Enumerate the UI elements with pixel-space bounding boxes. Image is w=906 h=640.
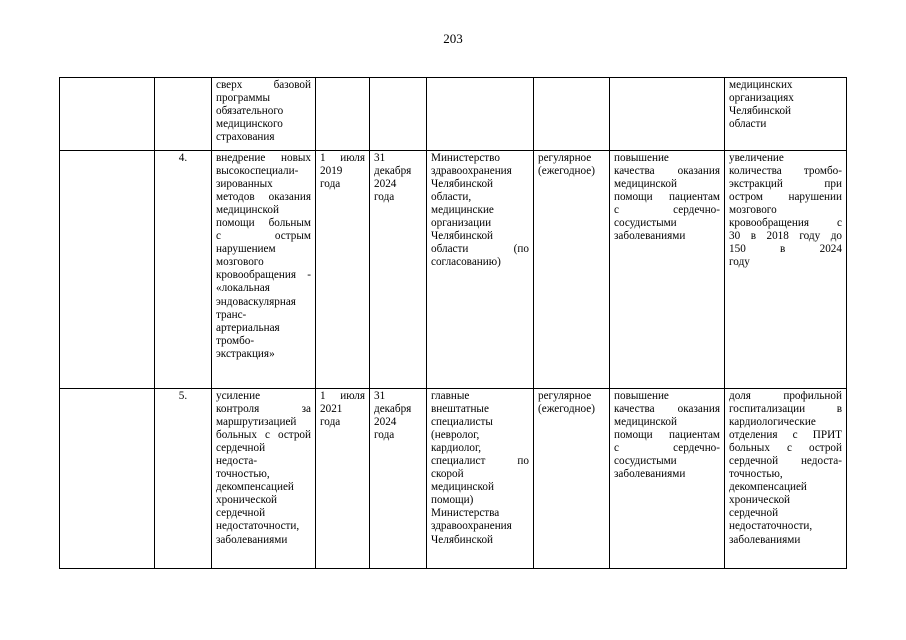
- cell-text-line: года: [320, 178, 341, 191]
- cell-text-line: транс-: [216, 308, 247, 321]
- indicator-cell: [725, 389, 847, 569]
- cell-text-line: медицинского: [216, 118, 283, 131]
- cell-text-line: медицинской: [614, 178, 677, 191]
- cell-text-line: внештатные: [431, 403, 489, 416]
- cell-text-line: обязательного: [216, 105, 284, 118]
- cell-text-line: Челябинской: [431, 533, 494, 546]
- cell-text-line: больных с острой: [216, 429, 311, 442]
- executor-cell: [427, 151, 534, 389]
- cell-text-line: года: [320, 416, 341, 429]
- cell-text-line: кардиологические: [729, 416, 816, 429]
- measures-table: [59, 77, 847, 569]
- cell-text-line: области: [729, 118, 767, 131]
- cell-text-line: помощи больным: [216, 217, 311, 230]
- cell-text-line: недостаточности,: [729, 520, 813, 533]
- cell-text-line: кардиолог,: [431, 442, 482, 455]
- executor-cell: [427, 78, 534, 151]
- indicator-cell: [725, 151, 847, 389]
- cell-text-line: сосудистыми: [614, 455, 677, 468]
- cell-text-line: заболеваниями: [614, 468, 686, 481]
- cell-text-line: Министерство: [431, 152, 500, 164]
- cell-text-line: заболеваниями: [614, 230, 686, 243]
- cell-text-line: контроля за: [216, 403, 311, 416]
- cell-text-line: здравоохранения: [431, 165, 512, 178]
- cell-text-line: увеличение: [729, 152, 784, 164]
- cell-text-line: отделения с ПРИТ: [729, 429, 842, 442]
- cell-text-line: кровообращения с: [729, 217, 842, 230]
- cell-text-line: артериальная: [216, 321, 280, 334]
- cell-text-line: хронической: [729, 494, 791, 507]
- event-cell: [212, 78, 316, 151]
- cell-text-line: согласованию): [431, 256, 501, 269]
- cell-text-line: медицинской: [431, 481, 494, 494]
- cell-text-line: маршрутизацией: [216, 416, 297, 429]
- cell-text-line: высокоспециали-: [216, 165, 299, 178]
- goal-cell: [610, 389, 725, 569]
- cell-text-line: заболеваниями: [729, 533, 801, 546]
- cell-text-line: медицинские: [431, 204, 494, 217]
- frequency-cell: [534, 78, 610, 151]
- cell-text-line: мозгового: [216, 256, 264, 269]
- cell-text-line: с сердечно-: [614, 442, 720, 455]
- cell-text-line: 1 июля: [320, 152, 365, 164]
- row-number-cell: [155, 78, 212, 151]
- cell-text-line: сердечной: [729, 507, 779, 520]
- cell-text-line: страхования: [216, 131, 275, 144]
- cell-text-line: (ежегодное): [538, 165, 595, 178]
- cell-text-line: заболеваниями: [216, 533, 288, 546]
- goal-cell: [610, 78, 725, 151]
- cell-text-line: года: [374, 191, 395, 204]
- blank-cell: [60, 389, 155, 569]
- table-row: [60, 151, 847, 389]
- cell-text-line: организациях: [729, 92, 794, 105]
- cell-text-line: помощи пациентам: [614, 429, 720, 442]
- cell-text-line: «локальная: [216, 282, 270, 295]
- cell-text-line: сосудистыми: [614, 217, 677, 230]
- cell-text-line: кровообращения -: [216, 269, 311, 282]
- cell-text-line: регулярное: [538, 152, 592, 164]
- end-date-cell: [370, 78, 427, 151]
- cell-text-line: (ежегодное): [538, 403, 595, 416]
- cell-text-line: Министерства: [431, 507, 500, 520]
- cell-text-line: помощи): [431, 494, 474, 507]
- cell-text-line: сердечной: [216, 442, 266, 455]
- executor-cell: [427, 389, 534, 569]
- cell-text-line: повышение: [614, 152, 669, 164]
- cell-text-line: остром нарушении: [729, 191, 842, 204]
- cell-text-line: медицинской: [614, 416, 677, 429]
- cell-text-line: эндоваскулярная: [216, 295, 296, 308]
- cell-text-line: медицинских: [729, 79, 793, 91]
- cell-text-line: главные: [431, 390, 470, 402]
- cell-text-line: специалисты: [431, 416, 493, 429]
- cell-text-line: госпитализации в: [729, 403, 842, 416]
- goal-cell: [610, 151, 725, 389]
- cell-text-line: 1 июля: [320, 390, 365, 402]
- cell-text-line: сверх базовой: [216, 79, 311, 91]
- cell-text-line: Челябинской: [431, 230, 494, 243]
- cell-text-line: 2024: [374, 178, 397, 191]
- cell-text-line: экстракция»: [216, 347, 275, 360]
- cell-text-line: году: [729, 256, 750, 269]
- cell-text-line: нарушением: [216, 243, 276, 256]
- cell-text-line: области,: [431, 191, 472, 204]
- cell-text-line: 31: [374, 152, 386, 164]
- cell-text-line: 31: [374, 390, 386, 402]
- cell-text-line: количества тромбо-: [729, 165, 842, 178]
- indicator-cell: [725, 78, 847, 151]
- cell-text-line: экстракций при: [729, 178, 842, 191]
- cell-text-line: мозгового: [729, 204, 777, 217]
- frequency-cell: [534, 151, 610, 389]
- table-row: [60, 78, 847, 151]
- cell-text-line: Челябинской: [729, 105, 792, 118]
- cell-text-line: года: [374, 429, 395, 442]
- cell-text-line: области (по: [431, 243, 529, 256]
- event-cell: [212, 151, 316, 389]
- cell-text-line: программы: [216, 92, 270, 105]
- cell-text-line: декомпенсацией: [216, 481, 294, 494]
- blank-cell: [60, 78, 155, 151]
- cell-text-line: повышение: [614, 390, 669, 402]
- row-number-cell: 4.: [155, 151, 212, 389]
- cell-text-line: специалист по: [431, 455, 529, 468]
- cell-text-line: 2019: [320, 165, 343, 178]
- start-date-cell: [316, 151, 370, 389]
- cell-text-line: регулярное: [538, 390, 592, 402]
- cell-text-line: тромбо-: [216, 334, 255, 347]
- cell-text-line: 150 в 2024: [729, 243, 842, 256]
- cell-text-line: недоста-: [216, 455, 258, 468]
- cell-text-line: 2024: [374, 416, 397, 429]
- cell-text-line: качества оказания: [614, 165, 720, 178]
- cell-text-line: недостаточности,: [216, 520, 300, 533]
- cell-text-line: зированных: [216, 178, 273, 191]
- cell-text-line: больных с острой: [729, 442, 842, 455]
- cell-text-line: с острым: [216, 230, 311, 243]
- page-number: 203: [443, 31, 463, 46]
- start-date-cell: [316, 389, 370, 569]
- cell-text-line: точностью,: [216, 468, 270, 481]
- cell-text-line: методов оказания: [216, 191, 311, 204]
- cell-text-line: Челябинской: [431, 178, 494, 191]
- cell-text-line: сердечной: [216, 507, 266, 520]
- cell-text-line: внедрение новых: [216, 152, 311, 164]
- cell-text-line: декабря: [374, 403, 412, 416]
- row-number-cell: 5.: [155, 389, 212, 569]
- event-cell: [212, 389, 316, 569]
- cell-text-line: качества оказания: [614, 403, 720, 416]
- cell-text-line: 30 в 2018 году до: [729, 230, 842, 243]
- cell-text-line: 2021: [320, 403, 343, 416]
- end-date-cell: [370, 389, 427, 569]
- cell-text-line: помощи пациентам: [614, 191, 720, 204]
- cell-text-line: усиление: [216, 390, 261, 402]
- frequency-cell: [534, 389, 610, 569]
- cell-text-line: декомпенсацией: [729, 481, 807, 494]
- cell-text-line: точностью,: [729, 468, 783, 481]
- cell-text-line: сердечной недоста-: [729, 455, 842, 468]
- table-row: [60, 389, 847, 569]
- cell-text-line: хронической: [216, 494, 278, 507]
- cell-text-line: (невролог,: [431, 429, 480, 442]
- cell-text-line: с сердечно-: [614, 204, 720, 217]
- cell-text-line: доля профильной: [729, 390, 842, 402]
- end-date-cell: [370, 151, 427, 389]
- start-date-cell: [316, 78, 370, 151]
- cell-text-line: декабря: [374, 165, 412, 178]
- cell-text-line: здравоохранения: [431, 520, 512, 533]
- cell-text-line: организации: [431, 217, 492, 230]
- cell-text-line: скорой: [431, 468, 464, 481]
- cell-text-line: медицинской: [216, 204, 279, 217]
- blank-cell: [60, 151, 155, 389]
